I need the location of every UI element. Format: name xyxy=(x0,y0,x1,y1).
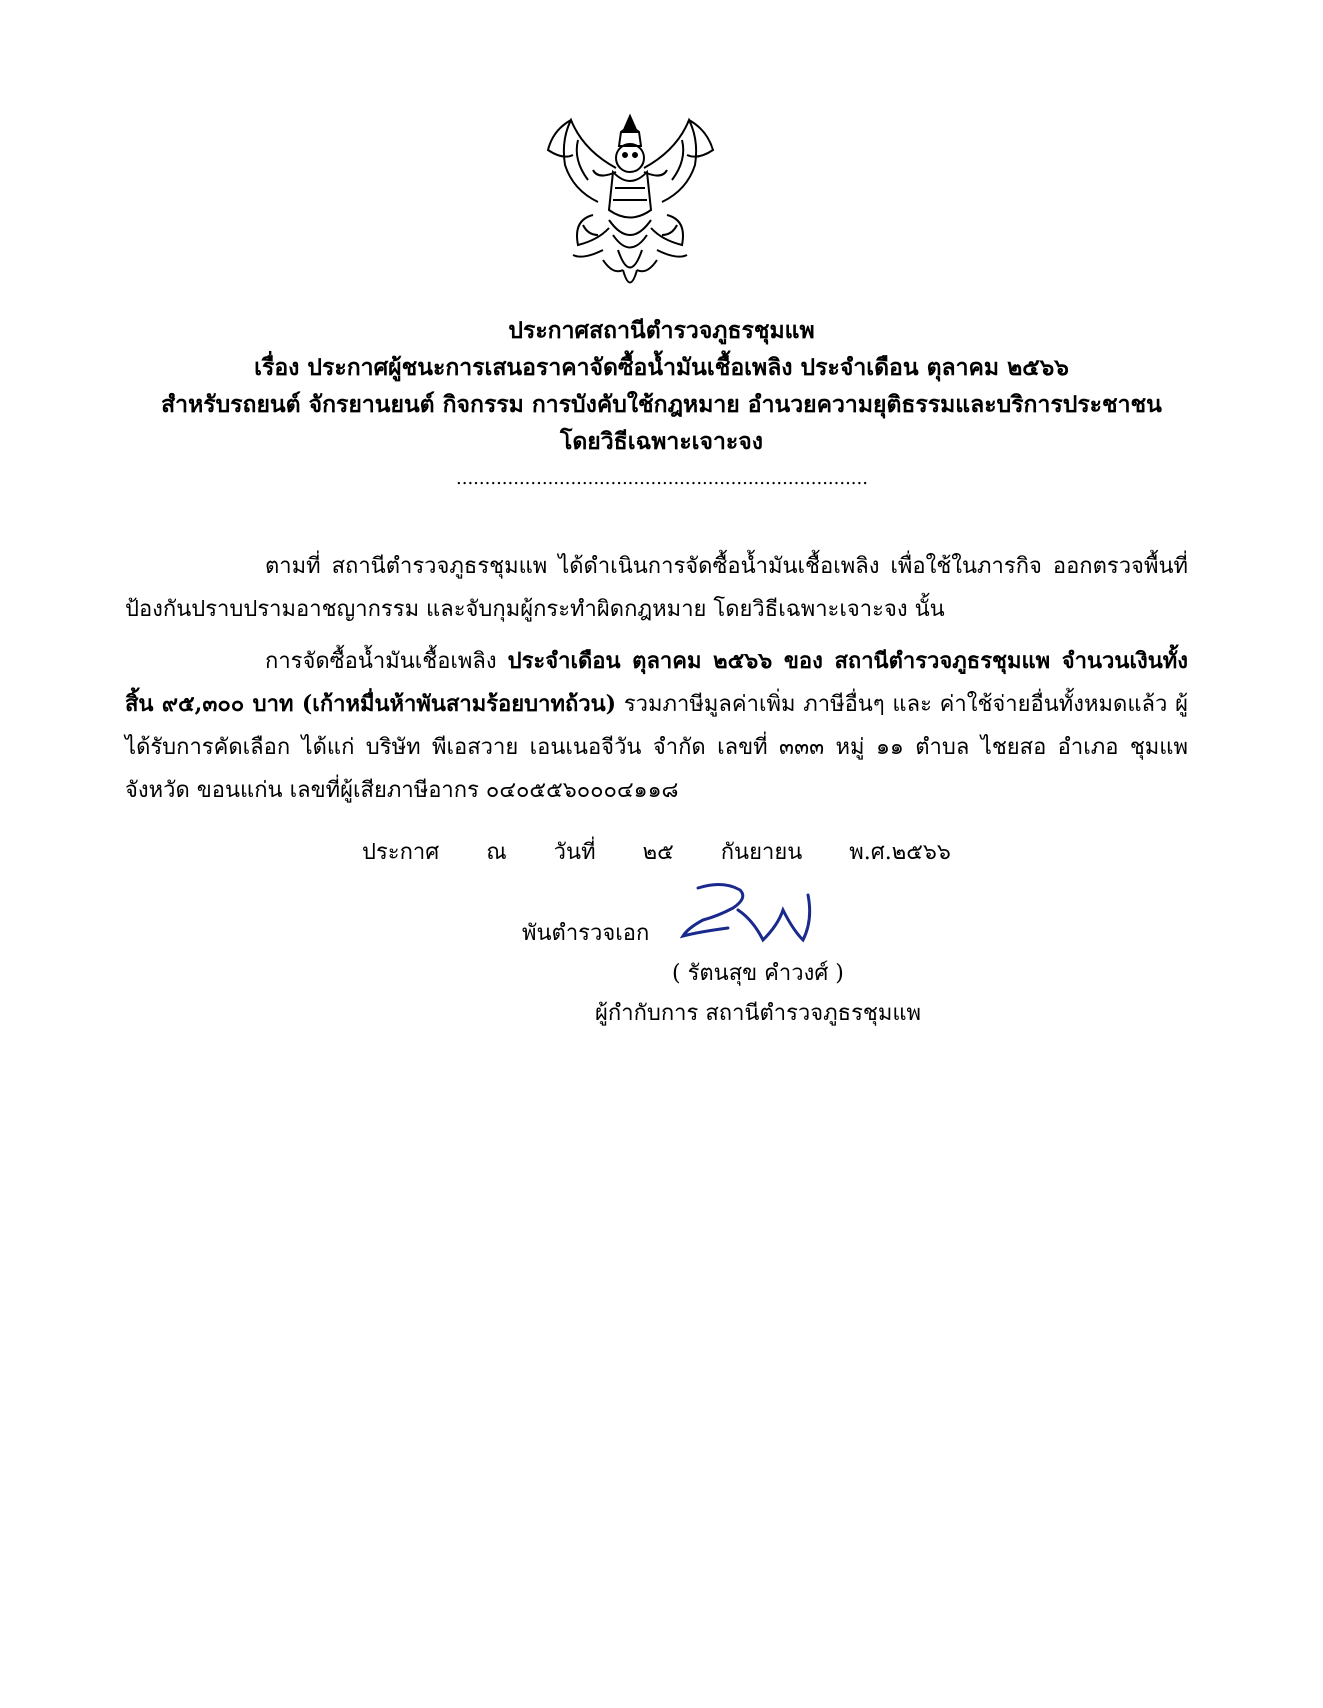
paragraph-2-bold: ประจำเดือน ตุลาคม ๒๕๖๖ ของ สถานีตำรวจภูธรชุมแพ จำนวนเงินทั้งสิ้น ๙๕,๓๐๐ บาท (เก้าหมื่นห้าพันสามร้อยบาทถ้วน) xyxy=(125,648,1188,717)
paragraph-1-text: ตามที่ สถานีตำรวจภูธรชุมแพ ได้ดำเนินการจัดซื้อน้ำมันเชื้อเพลิง เพื่อใช้ในภารกิจ ออกตรวจพื้นที่ ป้องกันปราบปรามอาชญากรรม และจับกุมผู้กระทำผิดกฎหมาย โดยวิธีเฉพาะเจาะจง นั้น xyxy=(125,554,1188,622)
separator-dots: ........................................................................ xyxy=(456,468,868,489)
announce-day: ๒๕ xyxy=(642,840,674,865)
garuda-emblem-icon xyxy=(543,110,718,298)
paragraph-2-rest: รวมภาษีมูลค่าเพิ่ม ภาษีอื่นๆ และ ค่าใช้จ่ายอื่นทั้งหมดแล้ว ผู้ได้รับการคัดเลือก ได้แก่ บริษัท พีเอสวาย เอนเนอจีวัน จำกัด เลขที่ ๓๓๓ หมู่ ๑๑ ตำบล ไชยสอ อำเภอ ชุมแพ จังหวัด ขอนแก่น เลขที่ผู้เสียภาษีอากร ๐๔๐๕๕๖๐๐๐๔๑๑๘ xyxy=(125,692,1188,803)
handwritten-signature xyxy=(678,880,838,950)
paragraph-2-intro: การจัดซื้อน้ำมันเชื้อเพลิง xyxy=(265,649,508,674)
header-scope: สำหรับรถยนต์ จักรยานยนต์ กิจกรรม การบังคับใช้กฎหมาย อำนวยความยุติธรรมและบริการประชาชน xyxy=(161,391,1162,418)
announce-year: พ.ศ.๒๕๖๖ xyxy=(849,840,951,865)
signer-rank: พันตำรวจเอก xyxy=(522,921,650,946)
announce-word: ประกาศ xyxy=(362,840,440,865)
body-paragraph-2 xyxy=(125,640,1188,812)
announce-month: กันยายน xyxy=(720,840,803,865)
announce-date-line xyxy=(362,834,951,869)
header-subject: เรื่อง ประกาศผู้ชนะการเสนอราคาจัดซื้อน้ำมันเชื้อเพลิง ประจำเดือน ตุลาคม ๒๕๖๖ xyxy=(254,354,1069,381)
announce-day-label: วันที่ xyxy=(553,840,596,865)
document-header xyxy=(100,312,1223,460)
body-paragraph-1 xyxy=(125,545,1188,631)
header-method: โดยวิธีเฉพาะเจาะจง xyxy=(560,428,763,455)
signer-position: ผู้กำกับการ สถานีตำรวจภูธรชุมแพ xyxy=(595,1001,922,1026)
header-agency: ประกาศสถานีตำรวจภูธรชุมแพ xyxy=(508,317,815,344)
signer-name: ( รัตนสุข คำวงศ์ ) xyxy=(672,961,844,986)
announce-at: ณ xyxy=(486,840,507,865)
